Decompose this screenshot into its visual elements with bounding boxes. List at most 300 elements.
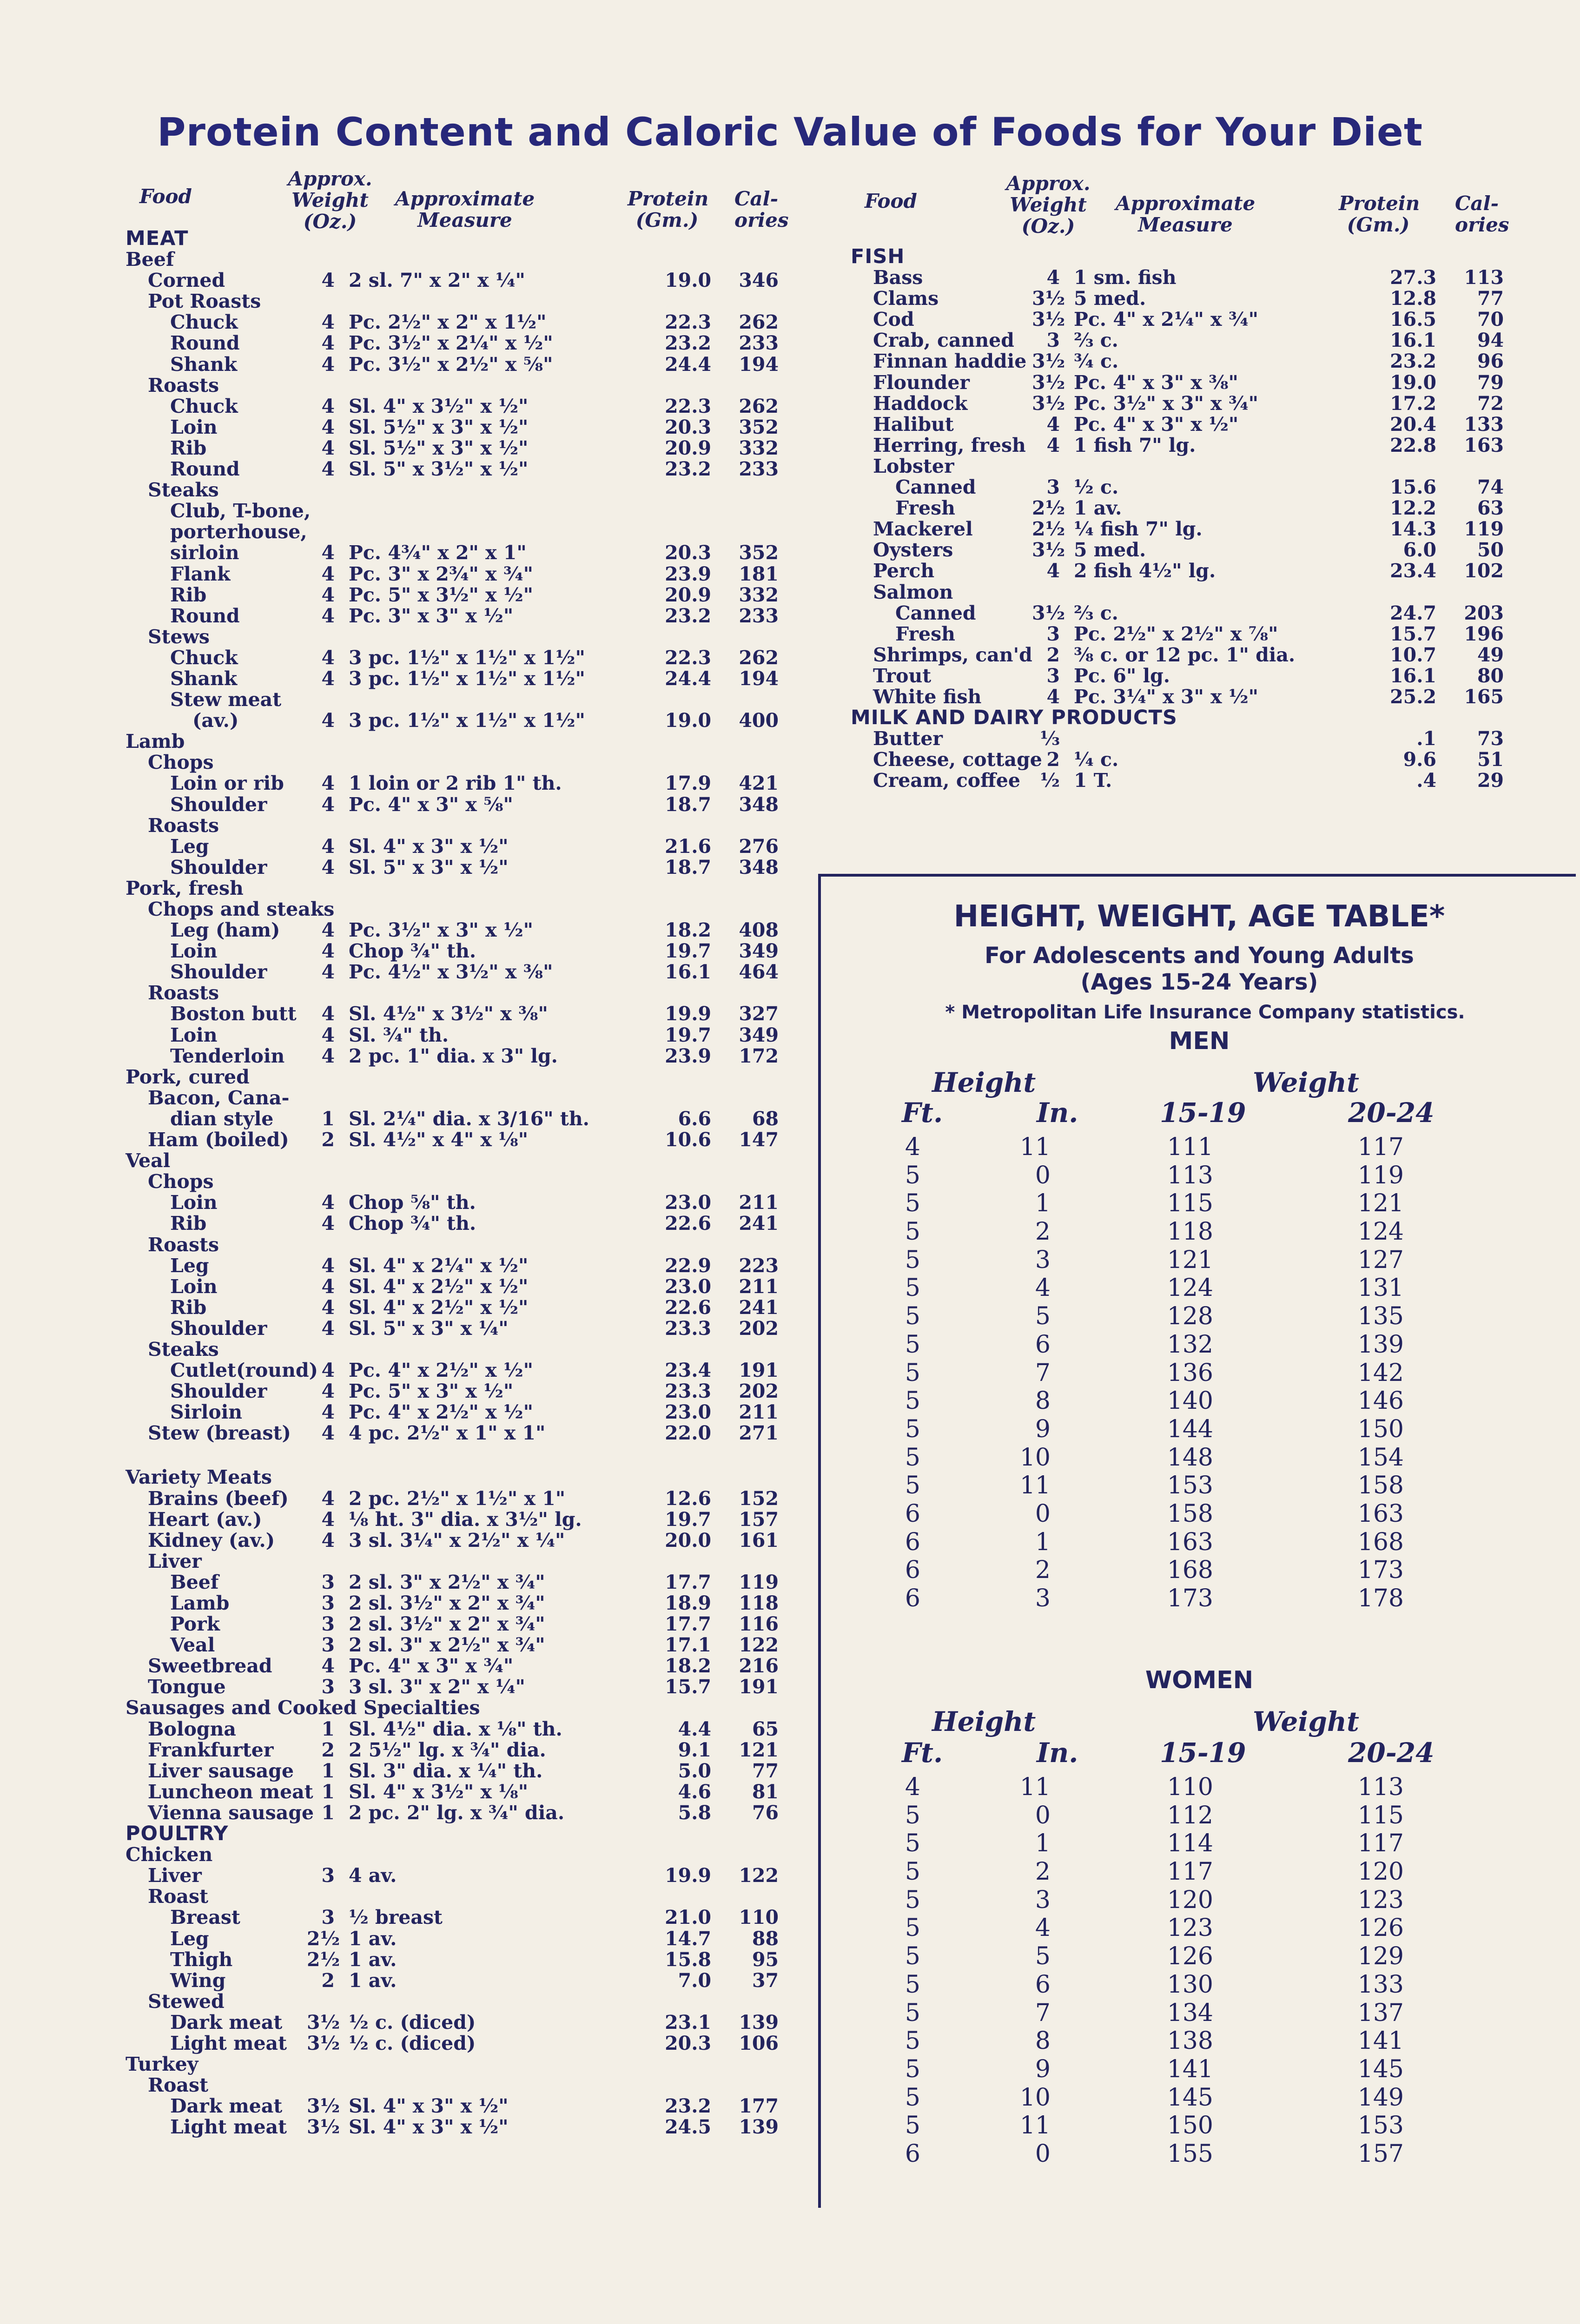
food-measure: Sl. 4½" x 3½" x ⅜" xyxy=(349,1003,548,1025)
food-row xyxy=(126,522,786,542)
food-name: Shoulder xyxy=(170,793,267,816)
food-row xyxy=(126,1129,786,1150)
food-name: Tongue xyxy=(148,1676,226,1698)
food-protein: 18.7 xyxy=(665,793,711,816)
food-calories: 70 xyxy=(1477,308,1504,331)
weight-20-24: 119 xyxy=(1357,1161,1404,1189)
height-weight-row xyxy=(818,2055,1580,2084)
food-protein: 5.8 xyxy=(678,1801,711,1824)
food-weight: 2 xyxy=(1046,643,1060,666)
food-protein: 23.0 xyxy=(665,1401,711,1424)
food-name: White fish xyxy=(873,685,982,708)
food-row xyxy=(126,878,786,899)
food-weight: 4 xyxy=(321,1422,335,1445)
food-protein: 12.6 xyxy=(665,1487,711,1510)
food-calories: 172 xyxy=(739,1044,779,1067)
food-weight: 3½ xyxy=(1032,371,1065,394)
weight-20-24: 113 xyxy=(1357,1773,1404,1801)
food-calories: 29 xyxy=(1477,769,1504,792)
food-protein: 21.6 xyxy=(665,835,711,858)
food-name: Beef xyxy=(170,1571,219,1593)
food-calories: 216 xyxy=(739,1655,779,1677)
food-measure: Sl. 5½" x 3" x ½" xyxy=(349,416,529,438)
food-weight: 4 xyxy=(321,1023,335,1046)
food-row xyxy=(126,480,786,501)
food-row xyxy=(126,459,786,480)
weight-20-24: 145 xyxy=(1357,2055,1404,2083)
food-weight: 2 xyxy=(321,1738,335,1761)
height-inches: 3 xyxy=(1035,1246,1051,1274)
food-row xyxy=(126,585,786,606)
header-food-right: Food xyxy=(865,190,917,212)
weight-20-24: 149 xyxy=(1357,2083,1404,2112)
height-feet: 5 xyxy=(905,1829,920,1858)
food-measure: Sl. 5" x 3" x ½" xyxy=(349,856,509,878)
food-weight: 4 xyxy=(321,604,335,627)
food-calories: 74 xyxy=(1477,476,1504,499)
food-row xyxy=(851,707,1511,728)
food-weight: 2 xyxy=(321,1969,335,1992)
food-calories: 102 xyxy=(1464,560,1504,582)
women-label: WOMEN xyxy=(1145,1666,1254,1694)
food-table-right xyxy=(851,246,1511,791)
food-protein: 23.2 xyxy=(665,604,711,627)
food-name: Steaks xyxy=(148,1338,219,1360)
height-weight-row xyxy=(818,1133,1580,1162)
food-measure: 2 pc. 1" dia. x 3" lg. xyxy=(349,1044,558,1067)
food-calories: 50 xyxy=(1477,539,1504,561)
food-weight: 4 xyxy=(321,583,335,606)
food-name: Veal xyxy=(170,1634,215,1657)
food-name: Roasts xyxy=(148,1233,219,1256)
height-weight-row xyxy=(818,1189,1580,1218)
food-calories: 113 xyxy=(1464,266,1504,289)
food-row xyxy=(126,1488,786,1509)
food-measure: Sl. 5½" x 3" x ½" xyxy=(349,436,529,459)
food-row xyxy=(851,687,1511,707)
table-border-horizontal xyxy=(818,874,1576,877)
weight-20-24: 141 xyxy=(1357,2027,1404,2055)
weight-20-24: 158 xyxy=(1357,1472,1404,1500)
food-weight: 4 xyxy=(1046,266,1060,289)
food-calories: 95 xyxy=(752,1948,779,1971)
weight-20-24: 127 xyxy=(1357,1246,1404,1274)
food-measure: Sl. 4" x 3½" x ⅛" xyxy=(349,1780,529,1803)
height-weight-row xyxy=(818,1472,1580,1500)
food-measure: Pc. 2½" x 2½" x ⅞" xyxy=(1074,622,1278,645)
food-row xyxy=(126,396,786,417)
height-feet: 5 xyxy=(905,1246,920,1274)
food-row xyxy=(126,1802,786,1823)
weight-15-19: 126 xyxy=(1167,1942,1213,1971)
food-measure: ⅜ c. or 12 pc. 1" dia. xyxy=(1074,643,1296,666)
food-row xyxy=(126,542,786,563)
height-inches: 3 xyxy=(1035,1886,1051,1914)
food-measure: Chop ¾" th. xyxy=(349,1212,476,1235)
food-weight: 4 xyxy=(321,541,335,564)
food-row xyxy=(126,1402,786,1423)
height-inches: 9 xyxy=(1035,1415,1051,1443)
food-weight: 3½ xyxy=(1032,287,1065,310)
food-weight: 4 xyxy=(1046,413,1060,436)
weight-15-19: 158 xyxy=(1167,1499,1213,1528)
food-name: (av.) xyxy=(192,709,239,732)
food-measure: Sl. 4½" dia. x ⅛" th. xyxy=(349,1717,562,1740)
food-row xyxy=(126,1423,786,1444)
food-calories: 241 xyxy=(739,1296,779,1319)
food-name: Turkey xyxy=(126,2053,198,2076)
food-measure: ½ c. (diced) xyxy=(349,2032,476,2054)
height-inches: 7 xyxy=(1035,1359,1051,1387)
food-measure: 5 med. xyxy=(1074,539,1146,561)
food-row xyxy=(126,1444,786,1467)
height-inches: 2 xyxy=(1035,1556,1051,1585)
food-row xyxy=(126,794,786,815)
height-feet: 5 xyxy=(905,1161,920,1189)
height-feet: 5 xyxy=(905,1387,920,1415)
food-row xyxy=(126,941,786,962)
food-row xyxy=(851,561,1511,581)
food-calories: 233 xyxy=(739,604,779,627)
food-protein: 19.9 xyxy=(665,1864,711,1887)
food-name: Cheese, cottage xyxy=(873,748,1042,771)
food-weight: 2½ xyxy=(1032,497,1065,520)
height-weight-row xyxy=(818,1302,1580,1331)
food-protein: 9.6 xyxy=(1403,748,1436,771)
food-measure: ½ c. xyxy=(1074,476,1119,499)
food-row xyxy=(126,417,786,438)
food-calories: 110 xyxy=(739,1906,779,1929)
food-calories: 233 xyxy=(739,458,779,481)
food-row xyxy=(126,1572,786,1593)
food-name: Beef xyxy=(126,248,174,271)
weight-15-19: 128 xyxy=(1167,1302,1213,1331)
food-name: Loin xyxy=(170,940,218,963)
food-row xyxy=(126,1467,786,1488)
food-row xyxy=(126,333,786,354)
food-protein: 10.6 xyxy=(665,1129,711,1151)
food-weight: 2 xyxy=(321,1129,335,1151)
food-name: dian style xyxy=(170,1107,274,1130)
weight-15-19: 163 xyxy=(1167,1528,1213,1556)
food-calories: 352 xyxy=(739,416,779,438)
food-weight: 4 xyxy=(321,458,335,481)
food-weight: 4 xyxy=(321,1655,335,1677)
food-row xyxy=(126,836,786,857)
food-row xyxy=(126,2033,786,2054)
food-row xyxy=(851,330,1511,351)
food-name: Chuck xyxy=(170,646,238,669)
food-calories: 421 xyxy=(739,772,779,795)
food-weight: 4 xyxy=(321,1254,335,1277)
height-feet: 5 xyxy=(905,1942,920,1971)
food-weight: 3 xyxy=(321,1571,335,1593)
weight-15-19: 155 xyxy=(1167,2139,1213,2168)
height-feet: 5 xyxy=(905,2027,920,2055)
food-measure: 4 pc. 2½" x 1" x 1" xyxy=(349,1422,546,1445)
food-protein: 19.0 xyxy=(665,269,711,292)
food-name: Cutlet(round) xyxy=(170,1359,318,1382)
food-protein: 16.1 xyxy=(1390,664,1436,687)
food-weight: 4 xyxy=(321,667,335,690)
food-name: Flounder xyxy=(873,371,970,394)
food-row xyxy=(126,857,786,878)
food-name: Sirloin xyxy=(170,1401,243,1424)
food-weight: 4 xyxy=(1046,434,1060,456)
weight-15-19: 110 xyxy=(1167,1773,1213,1801)
food-row xyxy=(851,288,1511,309)
food-name: Finnan haddie xyxy=(873,350,1027,373)
height-weight-row xyxy=(818,1773,1580,1802)
food-calories: 262 xyxy=(739,395,779,417)
food-calories: 94 xyxy=(1477,329,1504,352)
food-calories: 77 xyxy=(1477,287,1504,310)
men-age2-label: 20-24 xyxy=(1348,1097,1435,1129)
food-protein: 23.2 xyxy=(665,458,711,481)
food-name: Loin xyxy=(170,1275,218,1298)
food-calories: 262 xyxy=(739,646,779,669)
height-weight-row xyxy=(818,1829,1580,1858)
food-calories: 122 xyxy=(739,1634,779,1657)
food-measure: 1 fish 7" lg. xyxy=(1074,434,1196,456)
height-feet: 5 xyxy=(905,1274,920,1302)
weight-15-19: 111 xyxy=(1167,1133,1213,1161)
food-name: Roast xyxy=(148,1885,209,1908)
food-measure: Sl. 3" dia. x ¼" th. xyxy=(349,1759,543,1782)
weight-20-24: 137 xyxy=(1357,1999,1404,2027)
food-protein: 22.0 xyxy=(665,1422,711,1445)
food-weight: 4 xyxy=(321,269,335,292)
weight-15-19: 124 xyxy=(1167,1274,1213,1302)
weight-20-24: 133 xyxy=(1357,1970,1404,1999)
food-name: Sausages and Cooked Specialties xyxy=(126,1697,480,1719)
section-heading: POULTRY xyxy=(126,1822,229,1846)
food-calories: 211 xyxy=(739,1401,779,1424)
weight-15-19: 144 xyxy=(1167,1415,1213,1443)
food-weight: 4 xyxy=(321,395,335,417)
food-row xyxy=(851,414,1511,435)
food-measure: ½ c. (diced) xyxy=(349,2011,476,2034)
height-inches: 4 xyxy=(1035,1274,1051,1302)
height-inches: 10 xyxy=(1019,1443,1051,1472)
food-protein: 16.5 xyxy=(1390,308,1436,331)
weight-20-24: 135 xyxy=(1357,1302,1404,1331)
food-calories: 464 xyxy=(739,961,779,984)
food-protein: 4.6 xyxy=(678,1780,711,1803)
food-name: Loin xyxy=(170,1023,218,1046)
food-name: Shoulder xyxy=(170,856,267,878)
food-protein: 24.4 xyxy=(665,353,711,376)
food-protein: 9.1 xyxy=(678,1738,711,1761)
men-ft-label: Ft. xyxy=(902,1097,943,1129)
food-name: Pork, fresh xyxy=(126,877,244,899)
food-weight: 3 xyxy=(1046,622,1060,645)
food-measure: 1 sm. fish xyxy=(1074,266,1177,289)
food-weight: 2½ xyxy=(307,1927,340,1950)
food-calories: 349 xyxy=(739,940,779,963)
food-row xyxy=(126,564,786,585)
food-protein: 7.0 xyxy=(678,1969,711,1992)
food-row xyxy=(126,1025,786,1046)
food-row xyxy=(126,1318,786,1339)
weight-20-24: 173 xyxy=(1357,1556,1404,1585)
food-row xyxy=(126,1949,786,1970)
food-measure: ⅔ c. xyxy=(1074,601,1118,624)
weight-20-24: 120 xyxy=(1357,1858,1404,1886)
food-name: Variety Meats xyxy=(126,1466,272,1489)
food-name: Corned xyxy=(148,269,225,292)
food-name: Luncheon meat xyxy=(148,1780,313,1803)
men-weight-label: Weight xyxy=(1253,1067,1359,1098)
food-weight: 4 xyxy=(321,1275,335,1298)
height-inches: 0 xyxy=(1035,1499,1051,1528)
weight-20-24: 168 xyxy=(1357,1528,1404,1556)
food-name: Halibut xyxy=(873,413,954,436)
food-name: Lamb xyxy=(170,1592,230,1614)
weight-15-19: 123 xyxy=(1167,1914,1213,1942)
food-row xyxy=(126,1171,786,1192)
food-protein: 17.9 xyxy=(665,772,711,795)
food-calories: 152 xyxy=(739,1487,779,1510)
food-weight: 3 xyxy=(321,1634,335,1657)
header-calories-right: Cal- ories xyxy=(1455,192,1509,236)
food-measure: ¾ c. xyxy=(1074,350,1119,373)
food-measure: Pc. 3½" x 2¼" x ½" xyxy=(349,332,553,355)
food-calories: 332 xyxy=(739,583,779,606)
food-weight: 4 xyxy=(321,1317,335,1340)
food-name: Oysters xyxy=(873,539,953,561)
food-calories: 118 xyxy=(739,1592,779,1614)
food-name: Roasts xyxy=(148,982,219,1004)
food-name: Lobster xyxy=(873,455,954,477)
height-feet: 5 xyxy=(905,1472,920,1500)
food-calories: 177 xyxy=(739,2095,779,2118)
food-weight: 3½ xyxy=(1032,392,1065,415)
food-measure: Pc. 2½" x 2" x 1½" xyxy=(349,311,547,334)
food-name: Vienna sausage xyxy=(148,1801,314,1824)
food-measure: Sl. ¾" th. xyxy=(349,1023,449,1046)
height-weight-row xyxy=(818,1218,1580,1246)
weight-20-24: 117 xyxy=(1357,1133,1404,1161)
food-protein: 23.9 xyxy=(665,562,711,585)
food-calories: 65 xyxy=(752,1717,779,1740)
height-weight-row xyxy=(818,1500,1580,1528)
height-inches: 8 xyxy=(1035,1387,1051,1415)
food-name: Rib xyxy=(170,1212,207,1235)
weight-20-24: 129 xyxy=(1357,1942,1404,1971)
height-inches: 1 xyxy=(1035,1528,1051,1556)
food-row xyxy=(126,1509,786,1530)
height-weight-row xyxy=(818,1886,1580,1915)
weight-15-19: 136 xyxy=(1167,1359,1213,1387)
men-label: MEN xyxy=(1169,1027,1230,1055)
food-calories: 181 xyxy=(739,562,779,585)
food-name: Shrimps, can'd xyxy=(873,643,1032,666)
food-protein: 20.9 xyxy=(665,583,711,606)
food-row xyxy=(851,246,1511,267)
food-protein: 6.0 xyxy=(1403,539,1436,561)
food-weight: 1 xyxy=(321,1801,335,1824)
food-measure: Sl. 5" x 3½" x ½" xyxy=(349,458,529,481)
food-row xyxy=(126,815,786,836)
food-measure: Pc. 3" x 2¾" x ¾" xyxy=(349,562,533,585)
height-feet: 5 xyxy=(905,1189,920,1218)
header-food-left: Food xyxy=(139,185,192,208)
food-measure: Sl. 4" x 2½" x ½" xyxy=(349,1296,529,1319)
height-weight-row xyxy=(818,2084,1580,2112)
food-row xyxy=(126,1150,786,1171)
food-measure: ¼ fish 7" lg. xyxy=(1074,518,1203,541)
food-weight: 3½ xyxy=(307,2095,340,2118)
height-table-note: * Metropolitan Life Insurance Company statistics. xyxy=(945,1002,1465,1023)
header-weight-right: Approx. Weight (Oz.) xyxy=(1006,172,1091,238)
food-protein: 17.2 xyxy=(1390,392,1436,415)
food-row xyxy=(851,582,1511,603)
food-calories: 262 xyxy=(739,311,779,334)
food-protein: 21.0 xyxy=(665,1906,711,1929)
food-measure: ⅔ c. xyxy=(1074,329,1118,352)
food-row xyxy=(126,1677,786,1697)
food-name: Chops xyxy=(148,751,214,774)
food-protein: 23.3 xyxy=(665,1317,711,1340)
height-weight-age-table xyxy=(818,874,1580,2208)
food-name: Loin or rib xyxy=(170,772,284,795)
section-heading: FISH xyxy=(851,245,905,268)
height-weight-row xyxy=(818,1585,1580,1613)
food-measure: Chop ¾" th. xyxy=(349,940,476,963)
food-row xyxy=(126,1255,786,1276)
food-measure: 3 pc. 1½" x 1½" x 1½" xyxy=(349,646,585,669)
header-protein-right: Protein (Gm.) xyxy=(1339,192,1420,236)
food-row xyxy=(126,1719,786,1740)
food-name: Perch xyxy=(873,560,935,582)
height-weight-row xyxy=(818,1999,1580,2027)
food-protein: 20.4 xyxy=(1390,413,1436,436)
height-weight-row xyxy=(818,1802,1580,1830)
food-row xyxy=(126,1381,786,1402)
food-name: Fresh xyxy=(895,622,955,645)
weight-15-19: 130 xyxy=(1167,1970,1213,1999)
food-calories: 51 xyxy=(1477,748,1504,771)
weight-15-19: 168 xyxy=(1167,1556,1213,1585)
food-row xyxy=(851,309,1511,330)
height-inches: 6 xyxy=(1035,1970,1051,1999)
food-calories: 233 xyxy=(739,332,779,355)
header-measure-left: Approximate Measure xyxy=(395,187,535,231)
food-weight: 2½ xyxy=(1032,518,1065,541)
food-name: Stewed xyxy=(148,1990,225,2013)
food-protein: 19.7 xyxy=(665,1023,711,1046)
food-name: Shoulder xyxy=(170,1317,267,1340)
food-row xyxy=(126,375,786,396)
food-measure: Pc. 4" x 2½" x ½" xyxy=(349,1359,533,1382)
food-calories: 241 xyxy=(739,1212,779,1235)
weight-20-24: 150 xyxy=(1357,1415,1404,1443)
height-table-title: HEIGHT, WEIGHT, AGE TABLE* xyxy=(953,899,1445,934)
height-feet: 6 xyxy=(905,1499,920,1528)
height-feet: 5 xyxy=(905,2083,920,2112)
food-calories: 223 xyxy=(739,1254,779,1277)
height-weight-row xyxy=(818,2112,1580,2140)
food-weight: 4 xyxy=(321,709,335,732)
height-weight-row xyxy=(818,1528,1580,1557)
food-weight: 1 xyxy=(321,1717,335,1740)
weight-20-24: 121 xyxy=(1357,1189,1404,1218)
food-calories: 408 xyxy=(739,919,779,942)
food-calories: 161 xyxy=(739,1529,779,1552)
height-inches: 11 xyxy=(1019,1133,1051,1161)
height-inches: 4 xyxy=(1035,1914,1051,1942)
